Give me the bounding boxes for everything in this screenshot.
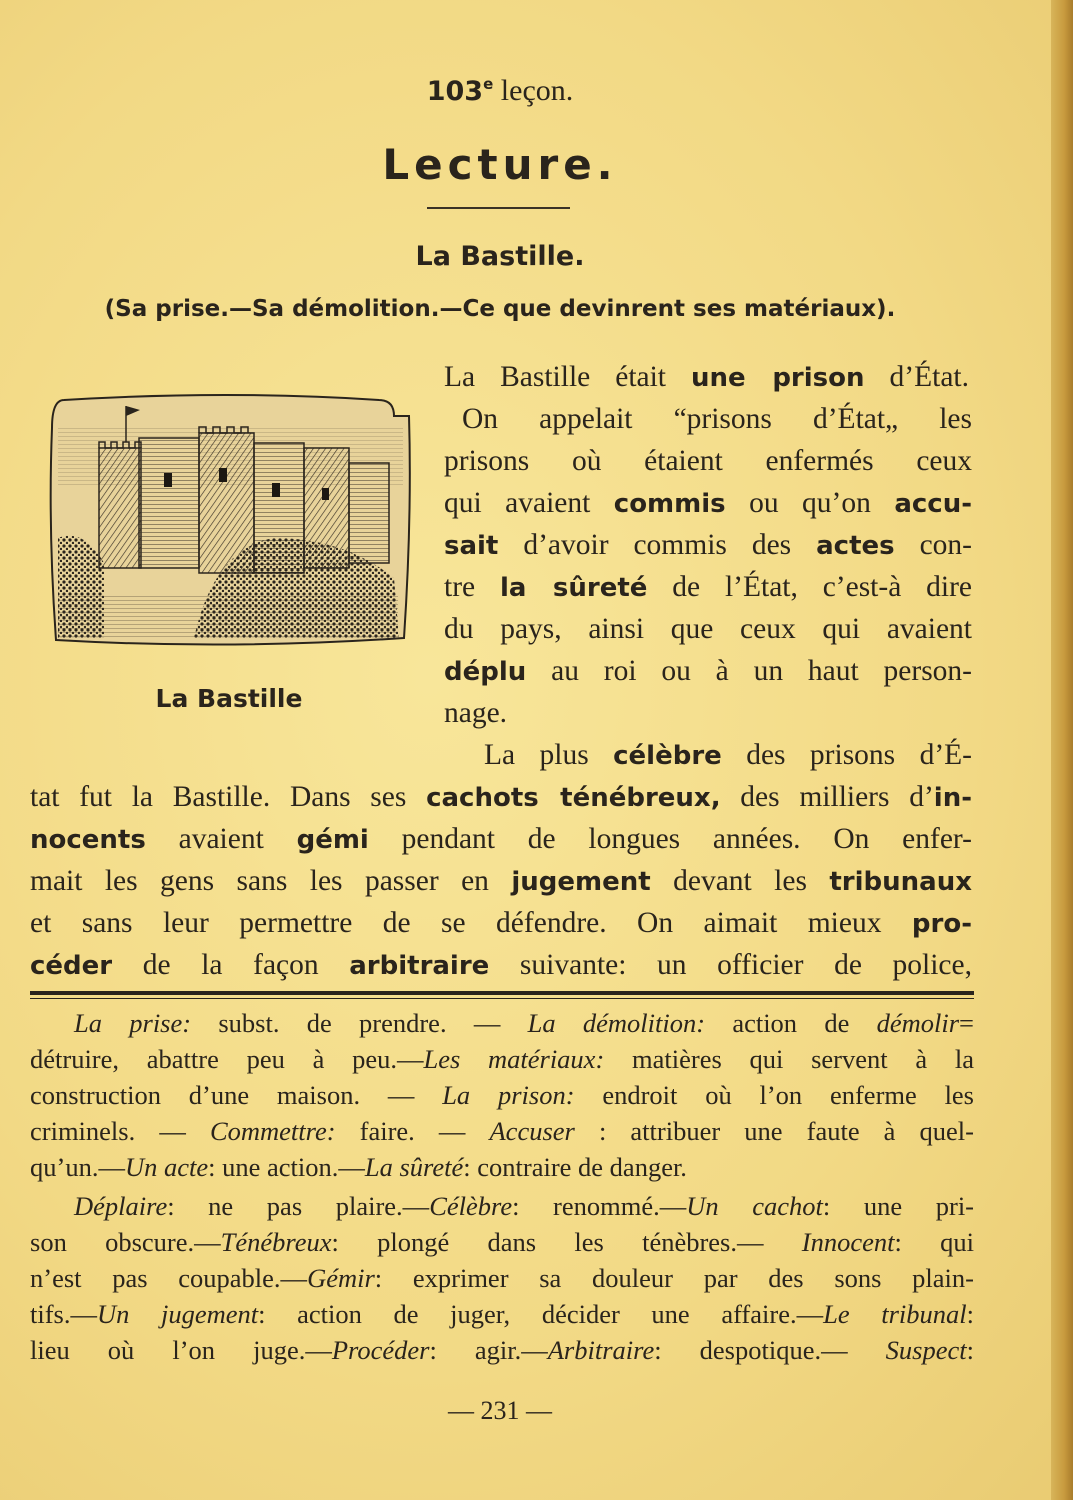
body-segment: du pays, ainsi que ceux qui avaient: [444, 613, 972, 645]
note-definition: matières qui servent à la: [604, 1044, 974, 1074]
body-line: [30, 902, 972, 945]
body-line: [444, 482, 972, 525]
body-keyword: actes: [816, 531, 895, 561]
note-line: [30, 1224, 974, 1260]
body-keyword: la sûreté: [499, 573, 648, 603]
note-term: Arbitraire: [547, 1335, 655, 1365]
note-definition: :: [966, 1335, 974, 1365]
note-line: [30, 1077, 974, 1113]
body-line: [444, 650, 972, 693]
body-keyword: in-: [933, 783, 972, 813]
body-line: [444, 692, 972, 734]
note-term: La sûreté: [364, 1152, 464, 1182]
note-definition: : exprimer sa douleur par des sons plain-: [374, 1263, 974, 1293]
body-segment: suivante: un officier de police,: [489, 949, 972, 981]
note-term: Accuser: [489, 1116, 575, 1146]
body-keyword: pro-: [911, 909, 972, 939]
body-segment: On appelait “prisons d’État„ les: [462, 403, 972, 435]
body-segment: prisons où étaient enfermés ceux: [444, 445, 972, 477]
body-line: [444, 356, 969, 399]
body-line: [30, 776, 972, 819]
note-term: Un acte: [124, 1152, 209, 1182]
body-segment: La plus: [484, 739, 614, 771]
body-line: [444, 566, 972, 609]
body-keyword: accu-: [894, 489, 972, 519]
note-line: [30, 1113, 974, 1149]
body-segment: mait les gens sans les passer en: [30, 865, 512, 897]
note-definition: endroit où l’on enferme les: [574, 1080, 974, 1110]
note-definition: détruire, abattre peu à peu.—: [30, 1044, 424, 1074]
body-segment: et sans leur permettre de se défendre. On aimait mieux: [30, 907, 912, 939]
body-segment: nage.: [444, 697, 508, 729]
body-segment: d’avoir commis des: [498, 529, 817, 561]
note-line: [30, 1041, 974, 1077]
note-line: [30, 1296, 974, 1332]
note-term: La prise:: [74, 1008, 192, 1038]
note-definition: : ne pas plaire.—: [167, 1191, 430, 1221]
note-term: Gémir: [307, 1263, 375, 1293]
body-keyword: célèbre: [613, 741, 722, 771]
section-title: La Bastille.: [415, 241, 585, 272]
lesson-heading: [0, 74, 1000, 108]
note-definition: : plongé dans les ténèbres.—: [331, 1227, 802, 1257]
note-definition: =: [959, 1008, 974, 1038]
note-term: démolir: [876, 1008, 960, 1038]
note-definition: : action de juger, décider une affaire.—: [258, 1299, 824, 1329]
note-term: Un jugement: [97, 1299, 259, 1329]
body-segment: avaient: [145, 823, 297, 855]
note-definition: lieu où l’on juge.—: [30, 1335, 332, 1365]
note-term: Ténébreux: [220, 1227, 332, 1257]
note-line: [74, 1005, 974, 1041]
page-number: — 231 —: [448, 1396, 552, 1425]
note-term: Suspect: [885, 1335, 967, 1365]
body-keyword: une prison: [691, 363, 865, 393]
note-definition: son obscure.—: [30, 1227, 221, 1257]
body-segment: des milliers d’: [720, 781, 934, 813]
lesson-number-suffix: e: [483, 75, 494, 93]
note-term: La prison:: [442, 1080, 575, 1110]
note-term: Le tribunal: [823, 1299, 967, 1329]
note-line: [30, 1332, 974, 1368]
note-definition: : attribuer une faute à quel-: [574, 1116, 974, 1146]
body-segment: des prisons d’É-: [721, 739, 972, 771]
note-term: Procéder: [331, 1335, 430, 1365]
note-definition: : renommé.—: [512, 1191, 687, 1221]
body-keyword: gémi: [296, 825, 369, 855]
note-term: Déplaire: [74, 1191, 168, 1221]
note-definition: criminels. —: [30, 1116, 210, 1146]
body-keyword: sait: [444, 531, 499, 561]
body-segment: pendant de longues années. On enfer-: [368, 823, 972, 855]
note-definition: faire. —: [335, 1116, 490, 1146]
note-definition: : despotique.—: [654, 1335, 886, 1365]
note-term: Innocent: [801, 1227, 895, 1257]
note-definition: tifs.—: [30, 1299, 97, 1329]
body-segment: ou qu’on: [725, 487, 895, 519]
body-segment: devant les: [650, 865, 830, 897]
footnote-divider: [30, 991, 974, 995]
body-line: [30, 860, 972, 903]
page-title: Lecture.: [382, 140, 618, 189]
note-definition: construction d’une maison. —: [30, 1080, 443, 1110]
body-line: [30, 818, 972, 861]
note-line: [74, 1188, 974, 1224]
lesson-word: leçon.: [500, 74, 574, 107]
note-definition: subst. de prendre. —: [191, 1008, 528, 1038]
note-definition: : contraire de danger.: [463, 1152, 687, 1182]
body-segment: tat fut la Bastille. Dans ses: [30, 781, 427, 813]
note-term: Les matériaux:: [423, 1044, 605, 1074]
note-line: [30, 1149, 974, 1185]
body-line: [30, 944, 972, 987]
body-keyword: jugement: [511, 867, 651, 897]
body-keyword: déplu: [444, 657, 527, 687]
note-definition: : qui: [894, 1227, 974, 1257]
body-segment: tre: [444, 571, 500, 603]
note-term: Un cachot: [686, 1191, 823, 1221]
body-keyword: cachots ténébreux,: [426, 783, 721, 813]
note-definition: action de: [705, 1008, 877, 1038]
footnote-divider-thin: [30, 998, 974, 999]
body-segment: de la façon: [112, 949, 350, 981]
body-keyword: commis: [613, 489, 726, 519]
body-line: [484, 734, 972, 777]
note-definition: n’est pas coupable.—: [30, 1263, 308, 1293]
page-edge: [1051, 0, 1073, 1500]
body-keyword: tribunaux: [829, 867, 972, 897]
note-term: Célèbre: [429, 1191, 513, 1221]
note-definition: : une action.—: [208, 1152, 365, 1182]
body-line: [444, 440, 972, 482]
lesson-number: 103: [426, 76, 484, 107]
body-segment: La Bastille était: [444, 361, 691, 393]
body-line: [462, 398, 972, 440]
note-definition: :: [966, 1299, 974, 1329]
body-segment: qui avaient: [444, 487, 614, 519]
body-segment: de l’État, c’est-à dire: [647, 571, 972, 603]
note-definition: : une pri-: [822, 1191, 975, 1221]
bastille-engraving-icon: [44, 388, 414, 654]
body-keyword: céder: [30, 951, 113, 981]
body-line: [444, 608, 972, 650]
body-segment: con-: [894, 529, 972, 561]
illustration-caption: La Bastille: [155, 684, 303, 713]
note-definition: : agir.—: [429, 1335, 548, 1365]
body-segment: au roi ou à un haut person-: [526, 655, 972, 687]
body-keyword: nocents: [30, 825, 146, 855]
note-term: La démolition:: [527, 1008, 706, 1038]
body-segment: d’État.: [864, 361, 969, 393]
title-rule: [427, 207, 570, 209]
note-line: [30, 1260, 974, 1296]
section-subheading: (Sa prise.—Sa démolition.—Ce que devinrent ses matériaux).: [104, 296, 896, 322]
note-definition: qu’un.—: [30, 1152, 125, 1182]
body-line: [444, 524, 972, 567]
body-keyword: arbitraire: [349, 951, 490, 981]
note-term: Commettre:: [209, 1116, 336, 1146]
